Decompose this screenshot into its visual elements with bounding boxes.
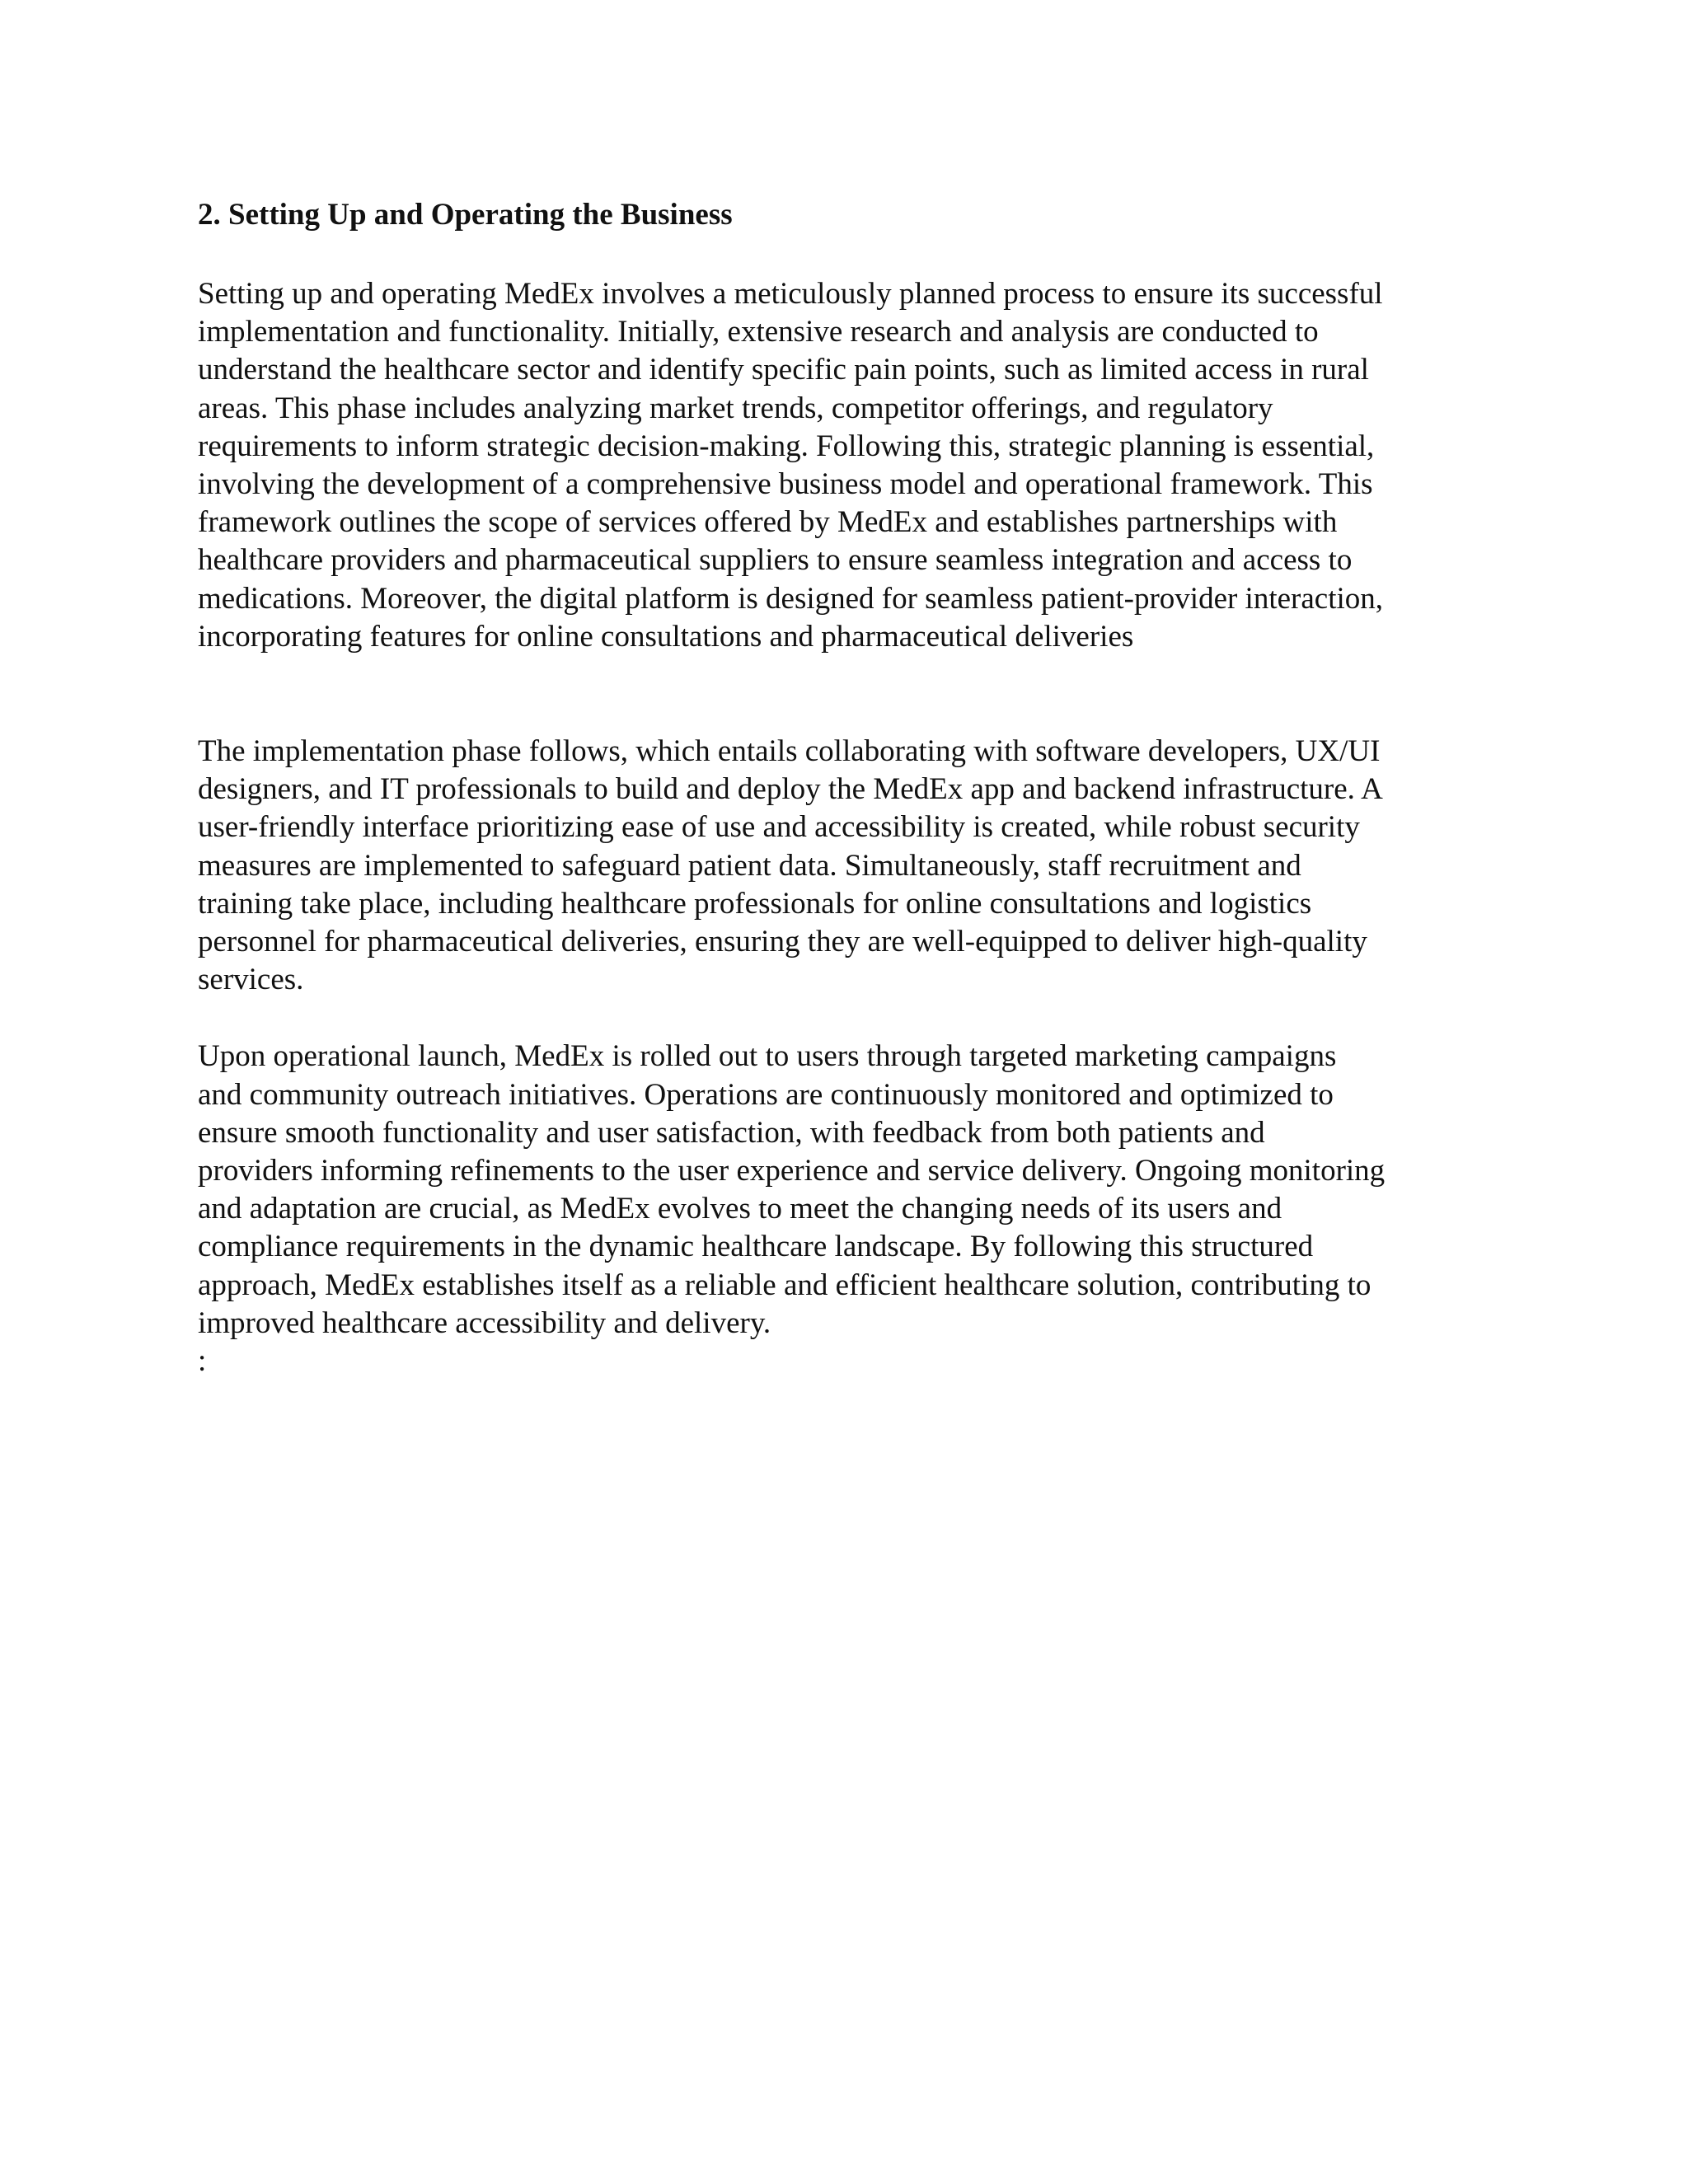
- document-body: [198, 196, 1496, 1380]
- text-line: requirements to inform strategic decision-making. Following this, strategic planning is essential,: [198, 429, 1375, 463]
- text-line: compliance requirements in the dynamic healthcare landscape. By following this structured: [198, 1230, 1314, 1264]
- text-line: :: [198, 1344, 207, 1379]
- paragraph-implementation: [198, 733, 1496, 999]
- text-line: training take place, including healthcare professionals for online consultations and logistics: [198, 886, 1312, 921]
- text-line: improved healthcare accessibility and delivery.: [198, 1305, 771, 1340]
- text-line: and adaptation are crucial, as MedEx evolves to meet the changing needs of its users and: [198, 1192, 1282, 1226]
- section-heading: 2. Setting Up and Operating the Business: [198, 198, 733, 232]
- paragraph-research-planning: [198, 275, 1496, 656]
- text-line: and community outreach initiatives. Operations are continuously monitored and optimized to: [198, 1077, 1334, 1112]
- text-line: personnel for pharmaceutical deliveries, ensuring they are well-equipped to deliver high-quality: [198, 925, 1367, 959]
- text-line: ensure smooth functionality and user satisfaction, with feedback from both patients and: [198, 1115, 1265, 1150]
- text-line: designers, and IT professionals to build and deploy the MedEx app and backend infrastructure. A: [198, 772, 1383, 807]
- paragraph-operational-launch: [198, 1038, 1496, 1380]
- text-line: Upon operational launch, MedEx is rolled out to users through targeted marketing campaigns: [198, 1039, 1337, 1074]
- text-line: incorporating features for online consultations and pharmaceutical deliveries: [198, 619, 1134, 654]
- text-line: healthcare providers and pharmaceutical suppliers to ensure seamless integration and access to: [198, 543, 1353, 578]
- text-line: The implementation phase follows, which entails collaborating with software developers, UX/UI: [198, 734, 1381, 769]
- text-line: areas. This phase includes analyzing market trends, competitor offerings, and regulatory: [198, 391, 1273, 425]
- text-line: medications. Moreover, the digital platform is designed for seamless patient-provider interaction,: [198, 581, 1384, 616]
- text-line: understand the healthcare sector and identify specific pain points, such as limited access in rural: [198, 353, 1369, 387]
- text-line: implementation and functionality. Initially, extensive research and analysis are conducted to: [198, 315, 1319, 349]
- paragraph-spacer: [198, 999, 1496, 1038]
- text-line: Setting up and operating MedEx involves a meticulously planned process to ensure its successful: [198, 277, 1383, 311]
- text-line: involving the development of a comprehensive business model and operational framework. This: [198, 467, 1373, 502]
- text-line: user-friendly interface prioritizing ease of use and accessibility is created, while robust security: [198, 810, 1360, 845]
- text-line: approach, MedEx establishes itself as a reliable and efficient healthcare solution, contributing to: [198, 1268, 1372, 1302]
- text-line: measures are implemented to safeguard patient data. Simultaneously, staff recruitment and: [198, 848, 1301, 883]
- text-line: services.: [198, 963, 304, 997]
- text-line: providers informing refinements to the user experience and service delivery. Ongoing monitoring: [198, 1154, 1386, 1188]
- text-line: framework outlines the scope of services offered by MedEx and establishes partnerships with: [198, 505, 1338, 540]
- paragraph-spacer: [198, 656, 1496, 733]
